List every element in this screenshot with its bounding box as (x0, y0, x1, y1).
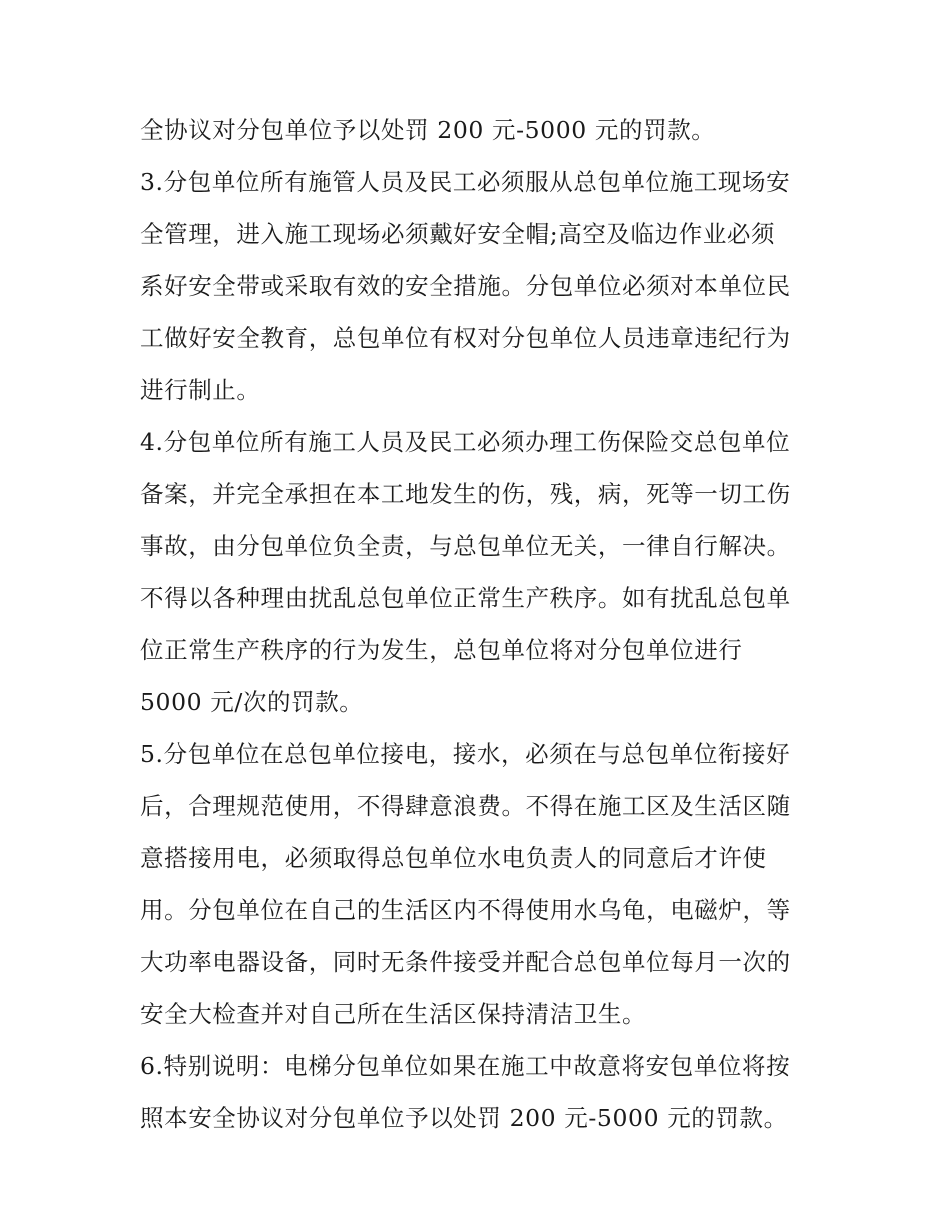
text-line-11: 位正常生产秩序的行为发生，总包单位将对分包单位进行 (140, 636, 743, 664)
text-line-15: 意搭接用电，必须取得总包单位水电负责人的同意后才许使 (140, 844, 767, 872)
text-line-14: 后，合理规范使用，不得肆意浪费。不得在施工区及生活区随 (140, 792, 791, 820)
text-line-4: 系好安全带或采取有效的安全措施。分包单位必须对本单位民 (140, 272, 791, 300)
text-line-19: 6.特别说明：电梯分包单位如果在施工中故意将安包单位将按 (140, 1052, 791, 1080)
text-line-2: 3.分包单位所有施管人员及民工必须服从总包单位施工现场安 (140, 168, 791, 196)
text-line-13: 5.分包单位在总包单位接电，接水，必须在与总包单位衔接好 (140, 740, 791, 768)
text-line-16: 用。分包单位在自己的生活区内不得使用水乌龟，电磁炉，等 (140, 896, 791, 924)
text-line-3: 全管理，进入施工现场必须戴好安全帽;高空及临边作业必须 (140, 220, 776, 248)
text-line-5: 工做好安全教育，总包单位有权对分包单位人员违章违纪行为 (140, 324, 791, 352)
text-line-18: 安全大检查并对自己所在生活区保持清洁卫生。 (140, 1000, 647, 1028)
text-line-6: 进行制止。 (140, 376, 261, 404)
text-line-20: 照本安全协议对分包单位予以处罚 200 元-5000 元的罚款。 (140, 1104, 788, 1132)
text-line-8: 备案，并完全承担在本工地发生的伤，残，病，死等一切工伤 (140, 480, 791, 508)
text-line-1: 全协议对分包单位予以处罚 200 元-5000 元的罚款。 (140, 116, 716, 144)
text-line-12: 5000 元/次的罚款。 (140, 688, 364, 716)
text-line-7: 4.分包单位所有施工人员及民工必须办理工伤保险交总包单位 (140, 428, 791, 456)
text-line-10: 不得以各种理由扰乱总包单位正常生产秩序。如有扰乱总包单 (140, 584, 791, 612)
document-body (140, 104, 820, 1144)
text-line-17: 大功率电器设备，同时无条件接受并配合总包单位每月一次的 (140, 948, 791, 976)
text-line-9: 事故，由分包单位负全责，与总包单位无关，一律自行解决。 (140, 532, 791, 560)
